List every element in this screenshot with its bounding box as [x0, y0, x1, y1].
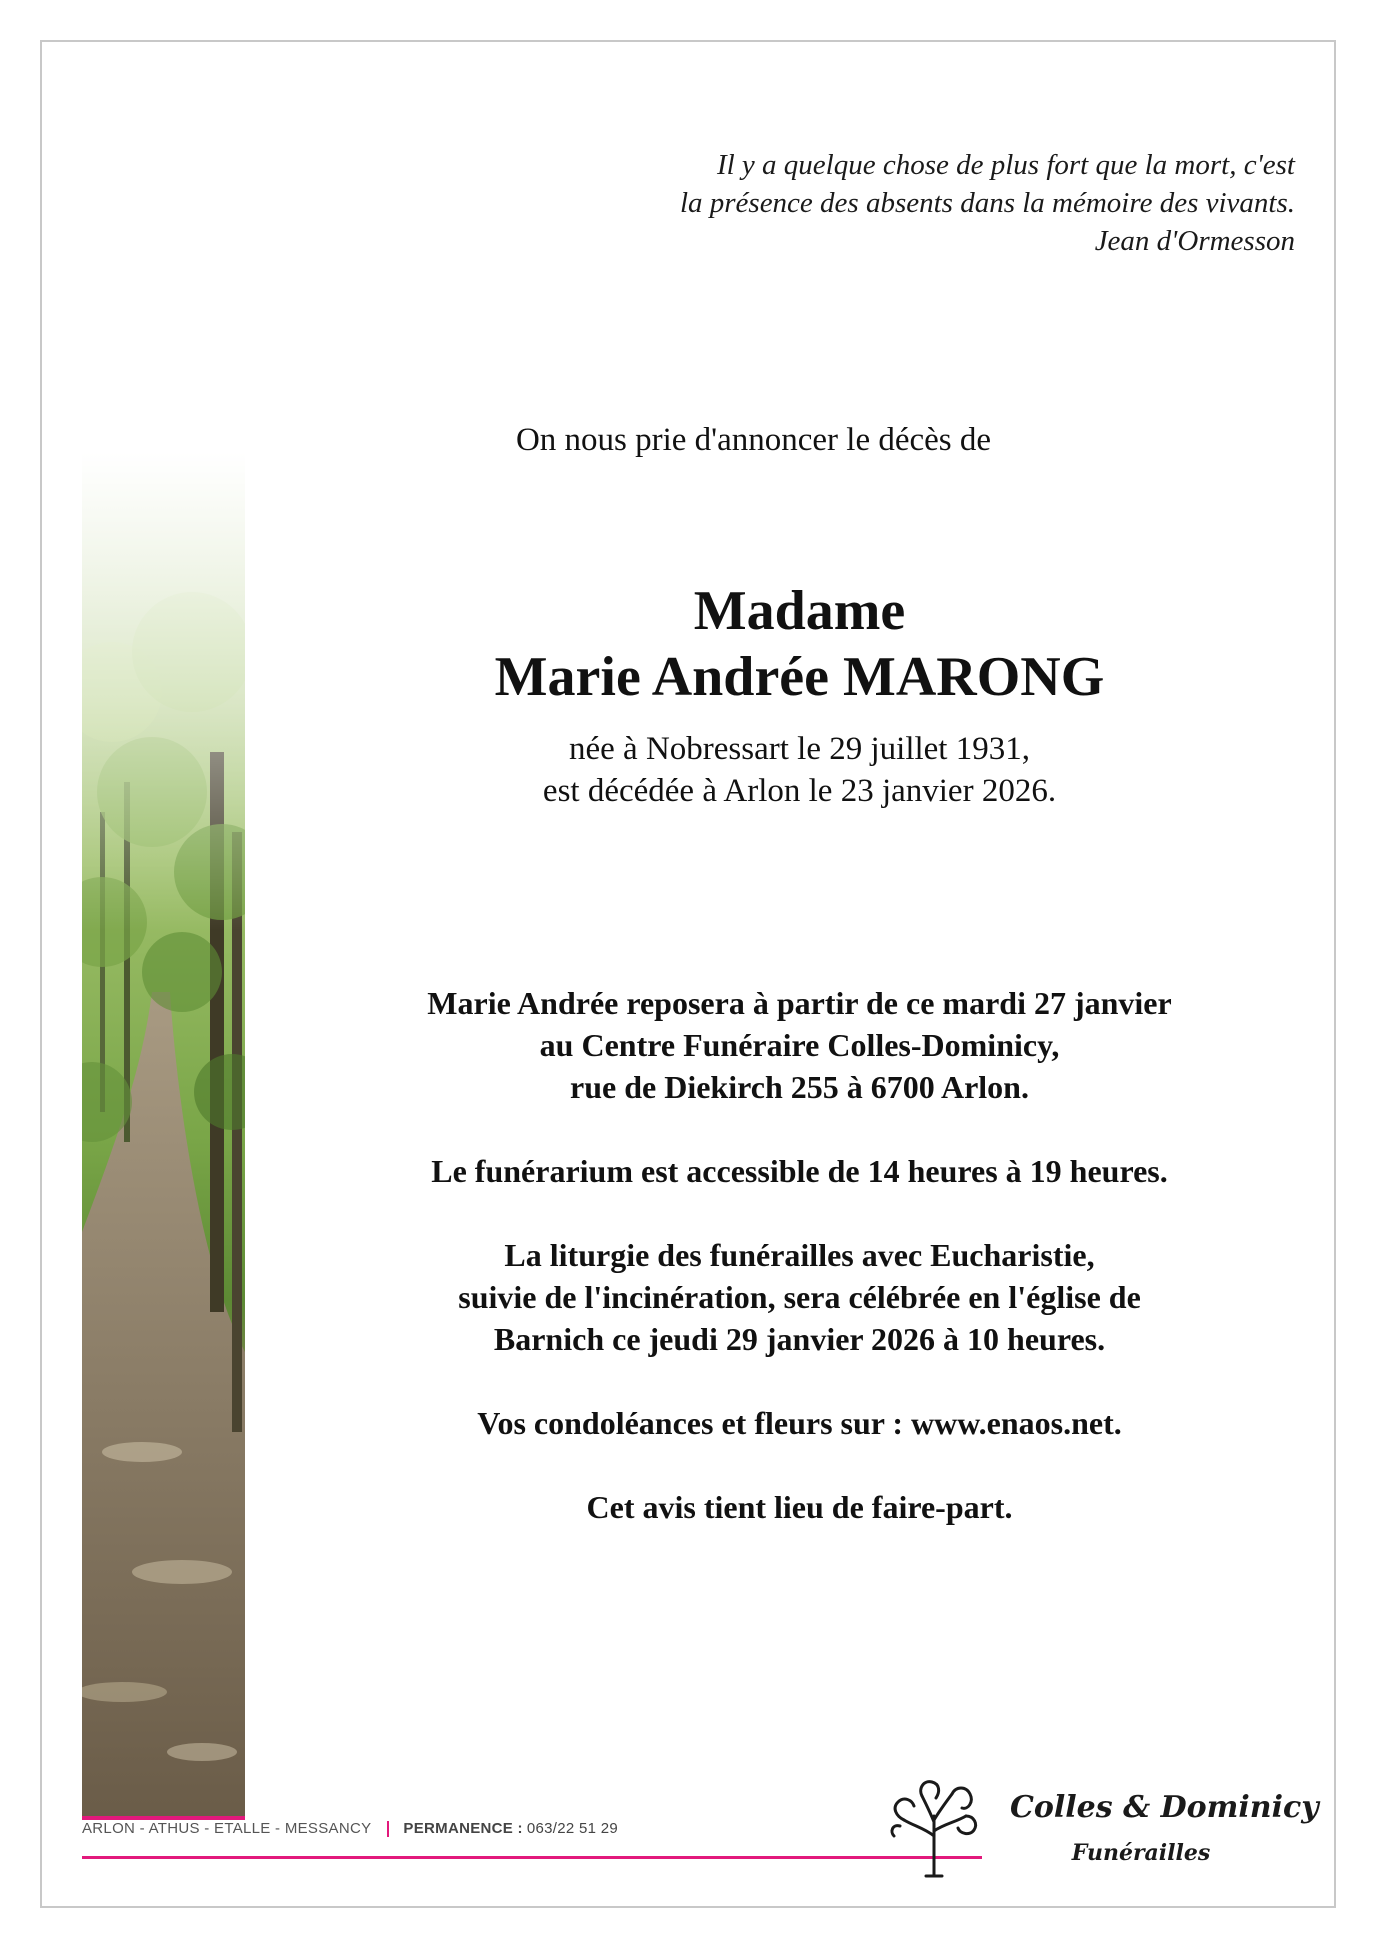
- logo-wordmark: Colles & Dominicy: [1010, 1790, 1319, 1825]
- liturgy-paragraph: [222, 1234, 1377, 1360]
- logo-subtitle: Funérailles: [1060, 1840, 1223, 1866]
- quote-line: la présence des absents dans la mémoire des vivants.: [679, 187, 1295, 219]
- rest-line: Marie Andrée reposera à partir de ce mardi 27 janvier: [427, 985, 1172, 1021]
- notice-paragraph: [222, 1486, 1377, 1528]
- death-line: est décédée à Arlon le 23 janvier 2026.: [542, 773, 1057, 809]
- tree-icon: [886, 1776, 982, 1880]
- rest-line: au Centre Funéraire Colles-Dominicy,: [539, 1027, 1060, 1063]
- permanence-label: PERMANENCE :: [403, 1820, 523, 1837]
- epigraph-quote: [535, 146, 1295, 260]
- liturgy-line: suivie de l'incinération, sera célébrée en l'église de: [458, 1279, 1141, 1315]
- logo-subtitle-wrap: [982, 1840, 1300, 1874]
- life-dates: [0, 728, 1377, 812]
- hours-paragraph: [222, 1150, 1377, 1192]
- funeral-details: [0, 982, 1377, 1570]
- rest-paragraph: [222, 982, 1377, 1108]
- quote-author: Jean d'Ormesson: [1094, 225, 1295, 257]
- funeral-home-logo: [886, 1776, 1319, 1896]
- liturgy-line: La liturgie des funérailles avec Eucharistie,: [504, 1237, 1095, 1273]
- rest-line: rue de Diekirch 255 à 6700 Arlon.: [570, 1069, 1029, 1105]
- hours-line: Le funérarium est accessible de 14 heures à 19 heures.: [431, 1153, 1168, 1189]
- deceased-name: Marie Andrée MARONG: [494, 646, 1105, 708]
- condolences-paragraph: [222, 1402, 1377, 1444]
- permanence-number: 063/22 51 29: [526, 1820, 619, 1837]
- notice-line: Cet avis tient lieu de faire-part.: [586, 1489, 1013, 1525]
- quote-line: Il y a quelque chose de plus fort que la mort, c'est: [716, 149, 1295, 181]
- liturgy-line: Barnich ce jeudi 29 janvier 2026 à 10 heures.: [493, 1321, 1106, 1357]
- footer-contact: [82, 1820, 618, 1837]
- footer-separator: [387, 1821, 389, 1837]
- footer-locations: ARLON - ATHUS - ETALLE - MESSANCY: [82, 1820, 372, 1837]
- deceased-name-block: [0, 578, 1377, 710]
- birth-line: née à Nobressart le 29 juillet 1931,: [569, 731, 1030, 767]
- condolences-line: Vos condoléances et fleurs sur : www.enaos.net.: [477, 1405, 1122, 1441]
- announcement-intro: On nous prie d'annoncer le décès de: [515, 422, 992, 458]
- deceased-title: Madame: [693, 580, 906, 642]
